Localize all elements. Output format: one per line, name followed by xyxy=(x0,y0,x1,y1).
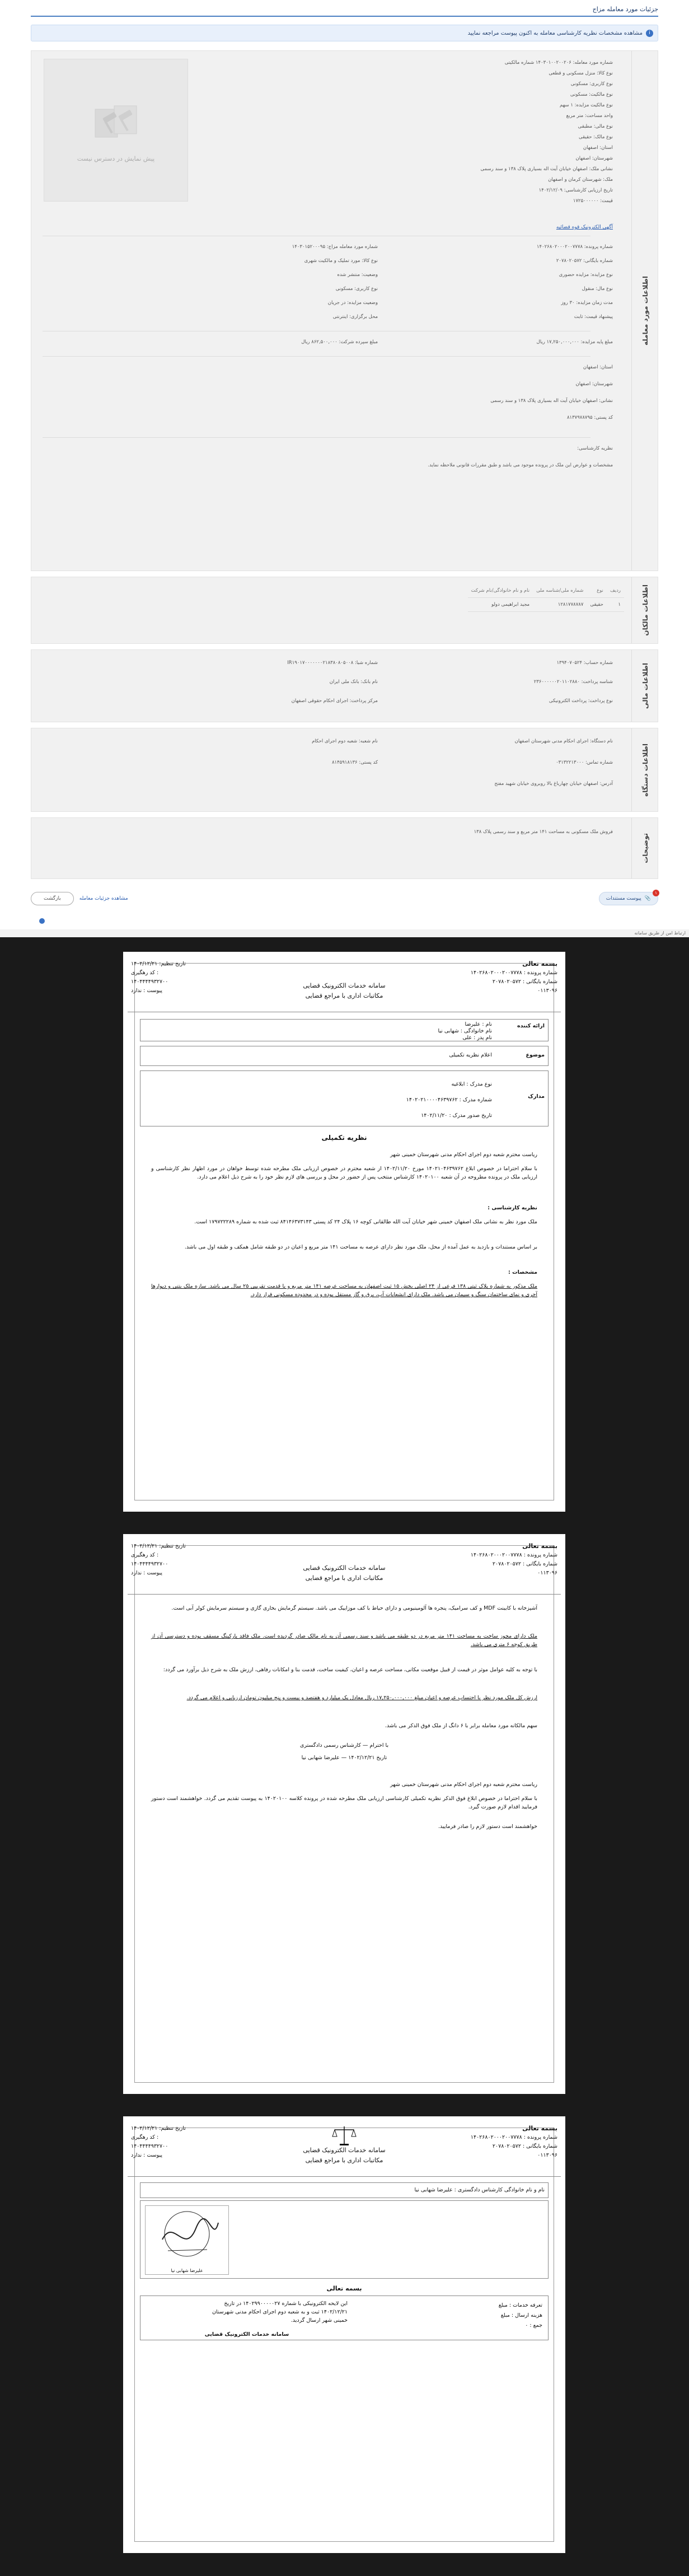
header-line: شماره پرونده : ۱۴۰۲۶۸۰۲۰۰۰۲۰۰۷۷۷۸ xyxy=(470,1552,557,1558)
detail-row: مدت زمان مزایده: ۳۰ روز xyxy=(561,300,613,306)
detail-row: شهرستان: اصفهان xyxy=(575,156,613,161)
fee-line: تعرفه خدمات : مبلغ xyxy=(498,2302,542,2308)
description-section xyxy=(31,817,658,879)
detail-row: پیشنهاد قیمت: ثابت xyxy=(574,314,613,320)
signature-image xyxy=(146,2206,228,2268)
address-row: شهرستان: اصفهان xyxy=(575,381,613,387)
finance-row: شناسه پرداخت: ۲۳۶۰۰۰۰۰۰۲۰۱۱۰۲۸۸۰ xyxy=(533,679,613,685)
attachments-button[interactable] xyxy=(599,892,658,905)
doc-line: شماره مدرک : ۱۴۰۲۰۲۱۰۰۰۰۴۶۳۹۷۶۲ xyxy=(406,1097,492,1103)
alert-text: مشاهده مشخصات نظریه کارشناسی معامله به اکنون پیوست مراجعه نمایید xyxy=(467,30,643,36)
e-notice-link[interactable]: آگهی الکترونیک قوه قضائیه xyxy=(556,225,613,230)
detail-row: قیمت: ۱۷۲۵۰۰۰۰۰۰ xyxy=(573,198,613,204)
help-icon[interactable] xyxy=(39,918,45,924)
owners-header: نوع xyxy=(587,584,607,598)
detail-row: محل برگزاری: اینترنتی xyxy=(332,314,378,320)
header-line: پیوست : ندارد xyxy=(131,1570,163,1576)
attachments-count-badge: ۱ xyxy=(653,890,659,896)
detail-row: وضعیت مزایده: در جریان xyxy=(327,300,378,306)
owners-section xyxy=(31,577,658,644)
attachment-icon: 📎 xyxy=(644,896,651,901)
back-button[interactable]: بازگشت xyxy=(31,892,74,905)
image-placeholder xyxy=(44,59,188,202)
document-viewer xyxy=(0,929,689,2576)
detail-row: شماره پرونده: ۱۴۰۲۶۸۰۲۰۰۰۲۰۰۷۷۷۸ xyxy=(536,244,613,250)
signer-box: نام و نام خانوادگی کارشناس دادگستری : علیرضا شهابی نیا xyxy=(140,2182,549,2198)
header-line: مکاتبات اداری با مراجع قضایی xyxy=(305,992,383,999)
court-section xyxy=(31,728,658,812)
header-line: مکاتبات اداری با مراجع قضایی xyxy=(305,2157,383,2164)
subject-box: موضوع اعلام نظریه تکمیلی xyxy=(140,1046,549,1066)
header-line: ۰۱۱۳۰۹۶ xyxy=(537,2152,557,2158)
base-price: مبلغ پایه مزایده: ۱۷,۲۵۰,۰۰۰,۰۰۰ ریال xyxy=(536,339,613,345)
finance-row: نام بانک: بانک ملی ایران xyxy=(329,679,378,685)
footer-box: تعرفه خدمات : مبلغ هزینه ارسال : مبلغ جمع : ۰ این لایحه الکترونیکی با شماره ۱۴۰۲۹۹۰۰۰۰۰۲۷ در تاریخ ۱۴۰۲/۱۲/۲۱ ثبت و به شعبه دوم اجرای احکام مدنی شهرستان خمینی شهر ارسال گردید. سامانه خدمات الکترونیک قضایی xyxy=(140,2296,549,2340)
court-rows xyxy=(37,728,624,811)
header-line: پیوست : ندارد xyxy=(131,988,163,994)
court-row: نام شعبه: شعبه دوم اجرای احکام xyxy=(312,738,378,744)
description-section-title: توضیحات xyxy=(631,818,658,878)
description-text: فروش ملک مسکونی به مساحت ۱۴۱ متر مربع و سند رسمی پلاک ۱۳۸ xyxy=(474,829,613,835)
finance-section-title: اطلاعات مالی xyxy=(631,650,658,722)
owners-cell: حقیقی xyxy=(587,598,607,612)
detail-row: نوع کاربری: مسکونی xyxy=(335,286,378,292)
justice-scales-icon xyxy=(330,2124,358,2147)
owners-header: شماره ملی/شناسه ملی xyxy=(533,584,587,598)
header-line: شماره بایگانی : ۲۰۷۸۰۲۰۵۷۲ xyxy=(492,1561,557,1567)
table-row xyxy=(468,598,624,612)
details-section-title: اطلاعات مورد معامله xyxy=(631,51,658,571)
court-row: کد پستی: ۸۱۴۵۹۱۸۱۳۶ xyxy=(331,760,378,765)
detail-row: نوع مالی: مطبقی xyxy=(578,124,613,129)
gavel-icon xyxy=(91,98,141,148)
party-line: نام پدر : علی xyxy=(462,1035,492,1041)
signature-stamp: علیرضا شهابی نیا xyxy=(145,2205,229,2275)
party-line: نام خانوادگی : شهابی نیا xyxy=(438,1028,492,1034)
address-row: استان: اصفهان xyxy=(583,364,613,370)
party-line: نام : علیرضا xyxy=(465,1021,492,1027)
court-section-title: اطلاعات دستگاه xyxy=(631,728,658,811)
header-line: ۱۴۰۴۴۴۴۹۳۲۷۰۰ xyxy=(131,1561,168,1567)
detail-row: نوع کالا: منزل مسکونی و قطعی xyxy=(549,71,613,76)
detail-row: نوع مال: منقول xyxy=(582,286,613,292)
detail-row: نوع مالکیت مزایده: ۱ سهم xyxy=(559,102,613,108)
bottom-actions xyxy=(31,887,658,910)
header-line: ۱۴۰۴۴۴۴۹۳۲۷۰۰ xyxy=(131,979,168,985)
detail-row: نوع مالکیت: مسکونی xyxy=(570,92,613,97)
expert-label: نظریه کارشناسی: xyxy=(577,446,613,451)
header-line: مکاتبات اداری با مراجع قضایی xyxy=(305,1574,383,1582)
detail-row: نشانی ملک: اصفهان خیابان آیت اله بسیاری پلاک ۱۳۸ و سند رسمی xyxy=(480,166,613,172)
header-line: کد رهگیری : xyxy=(131,1552,159,1558)
panel-title: جزئیات مورد معامله مزاج xyxy=(592,6,658,13)
header-line: پیوست : ندارد xyxy=(131,2152,163,2158)
detail-row: شماره مورد معامله: ۱۴۰۳۰۱۰۰۲۰۰۲۰۶ شماره مالکیتی xyxy=(504,60,613,66)
detail-row: نوع کاربری: مسکونی xyxy=(570,81,613,87)
header-line: بسمه تعالی xyxy=(522,960,557,967)
header-line: سامانه خدمات الکترونیک قضایی xyxy=(303,982,386,989)
view-deal-details-link[interactable]: مشاهده جزئیات معامله xyxy=(79,896,128,901)
detail-row: نوع کالا: مورد تملیک و مالکیت شهری xyxy=(304,258,378,264)
header-line: کد رهگیری : xyxy=(131,970,159,976)
page-header xyxy=(128,956,561,1012)
attachments-label: پیوست مستندات xyxy=(606,896,641,901)
address-row: کد پستی: ۸۱۳۷۹۷۸۷۹۵ xyxy=(566,415,613,420)
owners-cell: مجید ابراهیمی دولو xyxy=(468,598,533,612)
detail-row: نوع مزایده: مزایده حضوری xyxy=(559,272,613,278)
footer-line: ۱۴۰۲/۱۲/۲۱ ثبت و به شعبه دوم اجرای احکام مدنی شهرستان xyxy=(212,2309,348,2315)
finance-row: مرکز پرداخت: اجرای احکام حقوقی اصفهان xyxy=(291,698,378,704)
court-row: نام دستگاه: اجرای احکام مدنی شهرستان اصفهان xyxy=(514,738,613,744)
court-row: آدرس: اصفهان خیابان چهارباغ بالا روبروی خیابان شهید مفتح xyxy=(494,781,613,787)
owners-section-title: اطلاعات مالکان xyxy=(631,577,658,643)
header-line: شماره بایگانی : ۲۰۷۸۰۲۰۵۷۲ xyxy=(492,979,557,985)
document-page-1: بسمه تعالی شماره پرونده : ۱۴۰۲۶۸۰۲۰۰۰۲۰۰۷۷۷۸ شماره بایگانی : ۲۰۷۸۰۲۰۵۷۲ ۰۱۱۳۰۹۶ سامانه خدمات الکترونیک قضایی مکاتبات اداری با مراجع قضایی تاریخ تنظیم: ۱۴۰۲/۱۲/۲۱ کد رهگیری : ۱۴۰۴۴۴۴۹۳۲۷۰۰ پیوست : ندارد ارائه کننده نام : علیرضا نام خانوادگی : شهابی نیا نام پدر : علی موضوع اعلام نظریه تکمیلی مدارک نوع مدرک : ابلاغیه شماره مدرک : ۱۴۰۲۰۲۱۰۰۰۰۴۶۳۹۷۶۲ تاریخ صدور مدرک : ۱۴۰۲/۱۱/۲۰ نظریه تکمیلی ریاست محترم شعبه دوم اجرای احکام مدنی شهرستان خمینی شهر با سلام احتراما در خصوص ابلاغ ۱۴۰۲۱۰۴۶۳۹۷۶۲ مورخ ۱۴۰۲/۱۱/۲۰ از شعبه محترم در خصوص ارزیابی ملک مطرحه شده توسط خواهان در مورد اظهار نظر کارشناسی و ارزیابی ملک در پرونده مطروحه در آن شعبه ۱۴۰۲۰۱۰۰ کارشناس منتخب پس از حضور در محل و بررسی های لازم نظر خود را به شرح ذیل اعلام می دارد. نظریه کارشناسی : ملک مورد نظر به نشانی ملک اصفهان خمینی شهر خیابان آیت الله طالقانی کوچه ۱۶ پلاک ۲۴ کد پستی ۸۴۱۴۶۳۷۳۱۴۳ ثبت شده به شماره ۱۷۹۷۲۲۲۸۹ است. بر اساس مستندات و بازدید به عمل آمده از محل، ملک مورد نظر دارای عرصه به مساحت ۱۴۱ متر مربع و اعیان در دو طبقه شامل همکف و طبقه اول می باشد. مشخصات : ملک مذکور به شماره پلاک ثبتی ۱۳۸ فرعی از ۲۴ اصلی بخش ۱۵ ثبت اصفهان به مساحت عرصه ۱۴۱ متر مربع و با قدمت تقریبی ۲۵ سال می باشد. سازه ملک بتنی و دیوارها آجری و نمای ساختمان سنگ و سیمان می باشد. ملک دارای انشعابات آب، برق و گاز مستقل بوده و در محدوده مسکونی قرار دارد. xyxy=(123,952,565,1512)
footer-line: خمینی شهر ارسال گردید. xyxy=(290,2317,348,2323)
info-alert xyxy=(31,25,658,41)
fee-line: هزینه ارسال : مبلغ xyxy=(500,2312,542,2318)
page-header xyxy=(128,2121,561,2177)
detail-row: شماره مورد معامله مزاج: ۱۴۰۳۰۱۵۲۰۰۰۹۵ xyxy=(292,244,378,250)
info-icon: i xyxy=(646,30,653,37)
detail-row: واحد مساحت: متر مربع xyxy=(566,113,613,119)
finance-row: شماره شبا: IR۱۹۰۱۷۰۰۰۰۰۰۰۲۱۸۳۸۰۸۰۵۰۰۸ xyxy=(287,660,378,666)
detail-row: استان: اصفهان xyxy=(583,145,613,151)
header-line: تاریخ تنظیم: ۱۴۰۲/۱۲/۲۱ xyxy=(131,2125,186,2131)
finance-rows xyxy=(37,650,624,722)
header-line: ۱۴۰۴۴۴۴۹۳۲۷۰۰ xyxy=(131,2143,168,2149)
header-line: سامانه خدمات الکترونیک قضایی xyxy=(303,1564,386,1572)
header-line: سامانه خدمات الکترونیک قضایی xyxy=(303,2147,386,2154)
detail-row: نوع مالک: حقیقی xyxy=(579,134,613,140)
header-line: کد رهگیری : xyxy=(131,2134,159,2140)
finance-row: نوع پرداخت: پرداخت الکترونیکی xyxy=(549,698,613,704)
owners-cell: ۱ xyxy=(607,598,624,612)
finance-row: شماره حساب: ۱۳۹۴۰۷۰۵۲۴ xyxy=(556,660,613,666)
detail-row: شماره بایگانی: ۲۰۷۸۰۲۰۵۷۲ xyxy=(556,258,613,264)
image-placeholder-label: پیش نمایش در دسترس نیست xyxy=(77,155,155,162)
owners-header: نام و نام خانوادگی/نام شرکت xyxy=(468,584,533,598)
details-section xyxy=(31,50,658,571)
signature-box xyxy=(140,2200,549,2279)
owners-cell: ۱۲۸۱۷۷۸۷۸۷ xyxy=(533,598,587,612)
header-line: شماره بایگانی : ۲۰۷۸۰۲۰۵۷۲ xyxy=(492,2143,557,2149)
court-row: شماره تماس: ۰۳۱۳۲۲۱۳۰۰۰ xyxy=(556,760,613,765)
document-page-3: بسمه تعالی شماره پرونده : ۱۴۰۲۶۸۰۲۰۰۰۲۰۰۷۷۷۸ شماره بایگانی : ۲۰۷۸۰۲۰۵۷۲ ۰۱۱۳۰۹۶ سامانه خدمات الکترونیک قضایی مکاتبات اداری با مراجع قضایی تاریخ تنظیم: ۱۴۰۲/۱۲/۲۱ کد رهگیری : ۱۴۰۴۴۴۴۹۳۲۷۰۰ پیوست : ندارد نام و نام خانوادگی کارشناس دادگستری : علیرضا شهابی نیا علیرضا شهابی نیا بسمه تعالی تعرفه خدمات : مبلغ هزینه ارسال : مبلغ جمع : ۰ این لایحه الکترونیکی با شماره ۱۴۰۲۹۹۰۰۰۰۰۲۷ در تاریخ ۱۴۰۲/۱۲/۲۱ ثبت و به شعبه دوم اجرای احکام مدنی شهرستان خمینی شهر ارسال گردید. سامانه خدمات الکترونیک قضایی xyxy=(123,2116,565,2553)
header-line: ۰۱۱۳۰۹۶ xyxy=(537,988,557,994)
owners-table xyxy=(468,584,624,612)
documents-box: مدارک نوع مدرک : ابلاغیه شماره مدرک : ۱۴۰۲۰۲۱۰۰۰۰۴۶۳۹۷۶۲ تاریخ صدور مدرک : ۱۴۰۲/۱۱/۲۰ xyxy=(140,1070,549,1126)
finance-section xyxy=(31,649,658,722)
detail-row: تاریخ ارزیابی کارشناسی: ۱۴۰۲/۱۲/۰۹ xyxy=(538,188,613,193)
header-line: بسمه تعالی xyxy=(522,2125,557,2132)
doc-line: تاریخ صدور مدرک : ۱۴۰۲/۱۱/۲۰ xyxy=(421,1112,492,1119)
page-header xyxy=(128,1539,561,1595)
title-underline xyxy=(31,16,658,17)
header-line: تاریخ تنظیم: ۱۴۰۲/۱۲/۲۱ xyxy=(131,1543,186,1549)
deposit-price: مبلغ سپرده شرکت: ۸۶۲,۵۰۰,۰۰۰ ریال xyxy=(301,339,378,345)
details-note: مشخصات و عوارض این ملک در پرونده موجود می باشد و طبق مقررات قانونی ملاحظه نماید. xyxy=(428,462,613,468)
detail-row: ملک: شهرستان کرمان و اصفهان xyxy=(548,177,613,183)
header-line: بسمه تعالی xyxy=(522,1542,557,1550)
doc-title: نظریه تکمیلی xyxy=(321,1134,367,1142)
header-line: شماره پرونده : ۱۴۰۲۶۸۰۲۰۰۰۲۰۰۷۷۷۸ xyxy=(470,970,557,976)
party-box: ارائه کننده نام : علیرضا نام خانوادگی : شهابی نیا نام پدر : علی xyxy=(140,1019,549,1041)
doc-line: نوع مدرک : ابلاغیه xyxy=(451,1081,492,1087)
viewer-status: ارتباط امن از طریق سامانه xyxy=(0,929,689,937)
deal-details-panel xyxy=(0,0,689,929)
document-page-2: بسمه تعالی شماره پرونده : ۱۴۰۲۶۸۰۲۰۰۰۲۰۰۷۷۷۸ شماره بایگانی : ۲۰۷۸۰۲۰۵۷۲ ۰۱۱۳۰۹۶ سامانه خدمات الکترونیک قضایی مکاتبات اداری با مراجع قضایی تاریخ تنظیم: ۱۴۰۲/۱۲/۲۱ کد رهگیری : ۱۴۰۴۴۴۴۹۳۲۷۰۰ پیوست : ندارد آشپزخانه با کابینت MDF و کف سرامیک، پنجره ها آلومینیومی و دارای حیاط با کف موزاییک می باشد. سیستم گرمایش بخاری گازی و سیستم سرمایش کولر آبی است. ملک دارای مجوز ساخت به مساحت ۱۴۱ متر مربع در دو طبقه می باشد و سند رسمی آن به نام مالک صادر گردیده است. ملک فاقد پارکینگ مسقف بوده و دسترسی آن از طریق کوچه ۶ متری می باشد. با توجه به کلیه عوامل موثر در قیمت از قبیل موقعیت مکانی، مساحت عرصه و اعیان، کیفیت ساخت، قدمت بنا و امکانات رفاهی، ارزش ملک به شرح ذیل برآورد می گردد: ارزش کل ملک مورد نظر با احتساب عرصه و اعیان مبلغ ۱۷,۲۵۰,۰۰۰,۰۰۰ ریال معادل یک میلیارد و هفتصد و بیست و پنج میلیون تومان ارزیابی و اعلام می گردد. سهم مالکانه مورد معامله برابر با ۶ دانگ از ملک فوق الذکر می باشد. با احترام — کارشناس رسمی دادگستری تاریخ ۱۴۰۲/۱۲/۲۱ — علیرضا شهابی نیا ریاست محترم شعبه دوم اجرای احکام مدنی شهرستان خمینی شهر با سلام احتراما در خصوص ابلاغ فوق الذکر نظریه تکمیلی کارشناسی ارزیابی ملک مطرحه شده در پرونده کلاسه ۱۴۰۲۰۱۰۰ به پیوست تقدیم می گردد. خواهشمند است دستور فرمایید اقدام لازم صورت گیرد. خواهشمند است دستور لازم را صادر فرمایید. xyxy=(123,1534,565,2094)
header-line: تاریخ تنظیم: ۱۴۰۲/۱۲/۲۱ xyxy=(131,961,186,967)
address-row: نشانی: اصفهان خیابان آیت اله بسیاری پلاک ۱۳۸ و سند رسمی xyxy=(490,398,613,404)
fee-line: جمع : ۰ xyxy=(525,2322,542,2329)
header-line: ۰۱۱۳۰۹۶ xyxy=(537,1570,557,1576)
footer-line: این لایحه الکترونیکی با شماره ۱۴۰۲۹۹۰۰۰۰۰۲۷ در تاریخ xyxy=(224,2301,348,2307)
detail-row: وضعیت: منتشر شده xyxy=(337,272,378,278)
owners-header: ردیف xyxy=(607,584,624,598)
header-line: شماره پرونده : ۱۴۰۲۶۸۰۲۰۰۰۲۰۰۷۷۷۸ xyxy=(470,2134,557,2140)
